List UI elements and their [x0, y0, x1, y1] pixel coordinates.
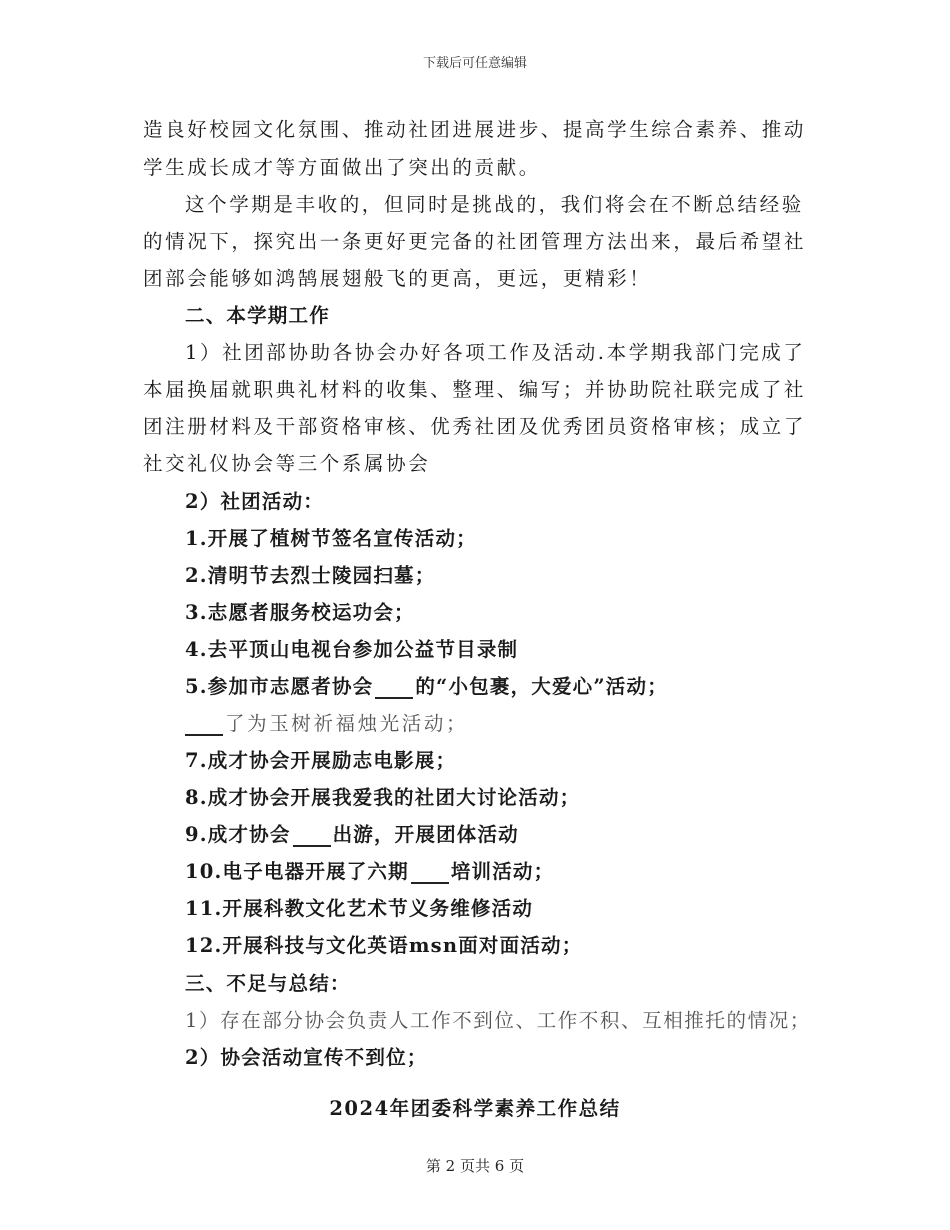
list-item-text: 培训活动；	[450, 860, 555, 883]
list-item-text: 出游，开展团体活动	[332, 823, 519, 846]
list-item: 3.志愿者服务校运功会；	[185, 601, 415, 624]
list-item: 2.清明节去烈士陵园扫墓；	[185, 564, 436, 587]
body-line: 这个学期是丰收的，但同时是挑战的，我们将会在不断总结经验	[185, 193, 804, 216]
body-line: 的情况下，探究出一条更好更完备的社团管理方法出来，最后希望社	[143, 230, 807, 253]
fill-blank	[293, 825, 331, 847]
list-item-text: 10.电子电器开展了六期	[185, 860, 409, 883]
body-line: 团部会能够如鸿鹄展翅般飞的更高，更远，更精彩！	[143, 267, 652, 290]
fill-blank	[185, 714, 223, 736]
body-line: 1）存在部分协会负责人工作不到位、工作不积、互相推托的情况；	[185, 1009, 811, 1032]
list-item-text: 9.成才协会	[185, 823, 291, 846]
list-item	[185, 671, 668, 699]
list-item: 1.开展了植树节签名宣传活动；	[185, 527, 477, 550]
list-item: 12.开展科技与文化英语msn面对面活动；	[185, 934, 583, 957]
body-line: 团注册材料及干部资格审核、优秀社团及优秀团员资格审核；成立了	[143, 415, 807, 438]
section-heading: 二、本学期工作	[185, 304, 330, 327]
list-item	[185, 708, 468, 736]
body-line: 本届换届就职典礼材料的收集、整理、编写；并协助院社联完成了社	[143, 378, 807, 401]
body-line: 1）社团部协助各协会办好各项工作及活动.本学期我部门完成了	[185, 341, 806, 364]
body-line: 社交礼仪协会等三个系属协会	[143, 452, 431, 475]
fill-blank	[375, 677, 413, 699]
body-line: 2）协会活动宣传不到位；	[185, 1046, 428, 1069]
list-item: 7.成才协会开展励志电影展；	[185, 749, 457, 772]
page-header: 下载后可任意编辑	[422, 56, 527, 71]
list-item: 8.成才协会开展我爱我的社团大讨论活动；	[185, 786, 581, 809]
section-heading: 三、不足与总结：	[185, 972, 351, 995]
next-doc-title: 2024年团委科学素养工作总结	[329, 1097, 621, 1120]
list-item	[185, 856, 554, 884]
list-item-text: 的“小包裹，大爱心”活动；	[415, 675, 668, 698]
list-item-text: 5.参加市志愿者协会	[185, 675, 374, 698]
body-line: 造良好校园文化氛围、推动社团进展进步、提高学生综合素养、推动	[143, 118, 807, 141]
body-line: 学生成长成才等方面做出了突出的贡献。	[143, 156, 541, 179]
list-item: 11.开展科教文化艺术节义务维修活动	[185, 897, 534, 920]
list-heading: 2）社团活动：	[185, 490, 324, 513]
fill-blank	[411, 862, 449, 884]
list-item-text: 了为玉树祈福烛光活动；	[225, 712, 469, 735]
list-item	[185, 819, 519, 847]
list-item: 4.去平顶山电视台参加公益节目录制	[185, 638, 519, 661]
page-footer: 第 2 页共 6 页	[425, 1157, 525, 1175]
